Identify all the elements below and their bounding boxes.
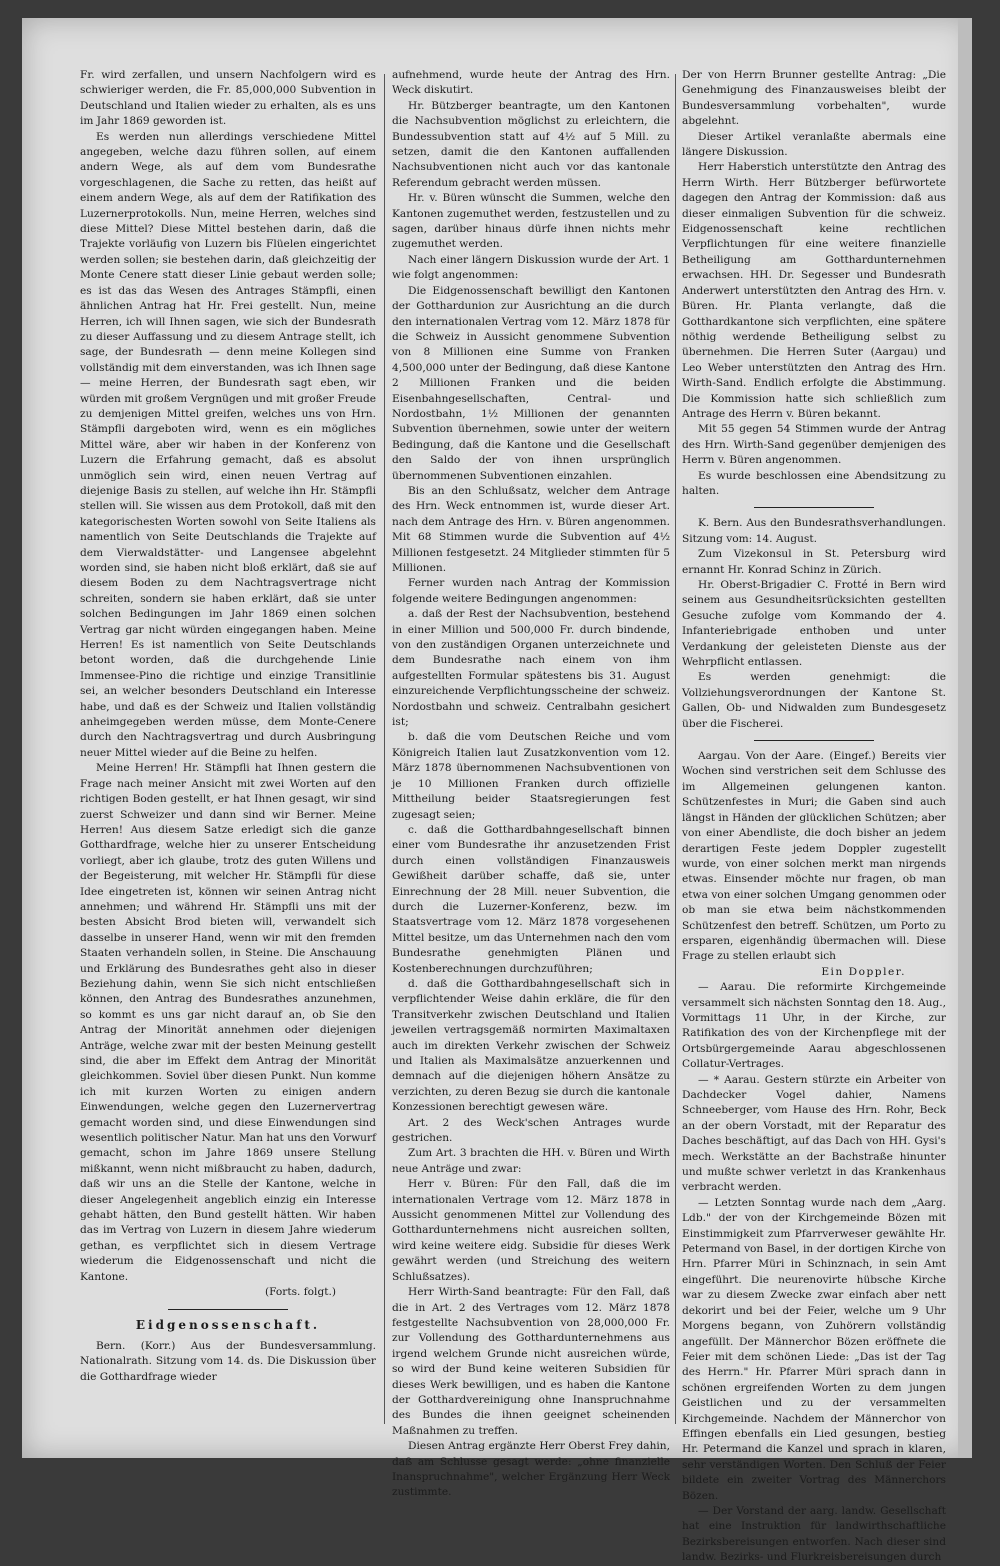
paragraph: Hr. Oberst-Brigadier C. Frotté in Bern wird seinem aus Gesundheitsrücksichten gestellten Gesuche zufolge vom Kommando der 4. Infanteriebrigade enthoben und unter Verdankung der geleisteten Dienste aus der Wehrpflicht entlassen. <box>682 579 946 669</box>
paragraph: Zum Art. 3 brachten die HH. v. Büren und Wirth neue Anträge und zwar: <box>392 1147 670 1175</box>
separator <box>754 507 874 508</box>
paragraph: Es werden genehmigt: die Vollziehungsverordnungen der Kantone St. Gallen, Ob- und Nidwalden zum Bundesgesetz über die Fischerei. <box>682 671 946 730</box>
paragraph: Dieser Artikel veranlaßte abermals eine längere Diskussion. <box>682 130 946 159</box>
signature: Ein Doppler. <box>821 965 906 978</box>
paragraph: — Der Vorstand der aarg. landw. Gesellschaft hat eine Instruktion für landwirthschaftliche Bezirksbereisungen entworfen. Nach dieser sind landw. Bezirks- und Flurkreisbereisungen durch <box>682 1504 946 1564</box>
column-rule-1 <box>384 74 385 1424</box>
paragraph: Hr. Bützberger beantragte, um den Kantonen die Nachsubvention möglichst zu erleichtern, die Bundessubvention statt auf 4½ auf 5 Mill. zu setzen, damit die den Kantonen auffallenden Nachsubventionen nicht auch vor das kantonale Referendum gebracht werden müssen. <box>392 99 670 189</box>
paragraph: Aargau. Von der Aare. (Eingef.) Bereits vier Wochen sind verstrichen seit dem Schlusse des im Allgemeinen gelungenen kanton. Schützenfestes in Muri; die Gaben sind auch längst in Händen der glücklichen Schützen; aber von einer Abendliste, die doch bisher an jedem derartigen Feste jedem Doppler zugestellt wurde, von einer solchen merkt man nirgends etwas. Einsender möchte nur fragen, ob man etwa von einer solchen Umgang genommen oder ob man sie etwa beim nächstkommenden Schützenfest den betreff. Schützen, um Porto zu ersparen, eigenhändig übermachen will. Diese Frage zu stellen erlaubt sich <box>682 750 946 963</box>
paragraph: Herr v. Büren: Für den Fall, daß die im internationalen Vertrage vom 12. März 1878 in Aussicht genommenen Mittel zur Vollendung des Gotthardunternehmens nicht ausreichen sollten, wird keine weitere eidg. Subsidie für dieses Werk gewährt werden (und Streichung des weitern Schlußsatzes). <box>392 1178 670 1283</box>
paragraph: Mit 55 gegen 54 Stimmen wurde der Antrag des Hrn. Wirth-Sand gegenüber demjenigen des Herrn v. Büren angenommen. <box>682 423 946 467</box>
separator <box>754 740 874 741</box>
paragraph: Ferner wurden nach Antrag der Kommission folgende weitere Bedingungen angenommen: <box>392 577 670 605</box>
paragraph: Herr Wirth-Sand beantragte: Für den Fall, daß die in Art. 2 des Vertrages vom 12. März 1878 festgestellte Nachsubvention von 28,000,000 Fr. zur Vollendung des Gotthardunternehmens aus irgend welchem Grunde nicht ausreichen würde, so wird der Bund keine weiteren Subsidien für dieses Werk bewilligen, und es haben die Kantone der Gotthardvereinigung ohne Inanspruchnahme des Bundes die ihnen geeignet scheinenden Maßnahmen zu treffen. <box>392 1286 670 1437</box>
separator <box>168 1309 288 1310</box>
paragraph: a. daß der Rest der Nachsubvention, bestehend in einer Million und 500,000 Fr. durch bindende, von den zuständigen Organen unterzeichnete und dem Bundesrathe nach einem von ihm aufgestellten Formular spätestens bis 31. August einzureichende Verpflichtungsscheine der schweiz. Nordostbahn und schweiz. Centralbahn gesichert ist; <box>392 608 670 729</box>
paragraph: Fr. wird zerfallen, und unsern Nachfolgern wird es schwieriger werden, die Fr. 85,000,000 Subvention in Deutschland und Italien wieder zu erhalten, als es uns im Jahr 1869 geworden ist. <box>80 69 376 128</box>
paragraph: Bis an den Schlußsatz, welcher dem Antrage des Hrn. Weck entnommen ist, wurde dieser Art. nach dem Antrage des Hrn. v. Büren angenommen. Mit 68 Stimmen wurde die Subvention auf 4½ Millionen festgesetzt. 24 Mitglieder stimmten für 5 Millionen. <box>392 484 670 574</box>
paragraph: Bern. (Korr.) Aus der Bundesversammlung. Nationalrath. Sitzung vom 14. ds. Die Diskussion über die Gotthardfrage wieder <box>80 1339 376 1383</box>
column-3 <box>682 68 946 1564</box>
page-edge <box>958 18 972 1458</box>
paragraph: — * Aarau. Gestern stürzte ein Arbeiter von Dachdecker Vogel dahier, Namens Schneeberger, vom Hause des Hrn. Rohr, Beck an der obern Vorstadt, mit der Reparatur des Daches beschäftigt, auf das Dach von HH. Gysi's mech. Werkstätte an der Bachstraße hinunter und mußte schwer verletzt in das Krankenhaus verbracht werden. <box>682 1073 946 1194</box>
section-title: Eidgenossenschaft. <box>135 1317 321 1332</box>
column-2 <box>392 68 670 1499</box>
paragraph: K. Bern. Aus den Bundesrathsverhandlungen. Sitzung vom: 14. August. <box>682 517 946 545</box>
continuation-note: (Forts. folgt.) <box>264 1286 336 1299</box>
paragraph: Es werden nun allerdings verschiedene Mittel angegeben, welche dazu führen sollen, auf einem andern Wege, als auf dem vom Bundesrathe vorgeschlagenen, die Sache zu retten, das heißt auf einem andern Wege, als auf dem der Ratifikation des Luzernerprotokolls. Nun, meine Herren, welches sind diese Mittel? Diese Mittel bestehen darin, daß die Trajekte vorläufig von Luzern bis Flüelen eingerichtet werden sollen; sie bestehen darin, daß gleichzeitig der Monte Cenere statt dieser Linie gebaut werden solle; es ist das das Wesen des Antrages Stämpfli, einen ähnlichen Antrag hat Hr. Frei gestellt. Nun, meine Herren, ich will Ihnen sagen, wie sich der Bundesrath zu dieser Auffassung und zu diesem Antrage stellt, ich sage, der Bundesrath — denn meine Kollegen sind vollständig mit dem einverstanden, was ich Ihnen sage — meine Herren, der Bundesrath sagt eben, wir würden mit großem Vergnügen und mit großer Freude zu demjenigen Mittel greifen, welches uns von Hrn. Stämpfli dargeboten wird, wenn es ein mögliches Mittel wäre, aber wir haben in der Konferenz von Luzern die Erfahrung gemacht, daß es absolut unmöglich sein wird, einen neuen Vertrag auf diejenige Basis zu stellen, auf welche ihn Hr. Stämpfli stellen will. Sie wissen aus dem Protokoll, daß mit den kategorischesten Worten sowohl von Seite Italiens als namentlich von Seite Deutschlands die Trajekte auf dem Vierwaldstätter- und Langensee abgelehnt worden sind, sie haben nicht bloß erklärt, daß sie auf diesem Boden zu dem Nachtragsvertrage nicht schreiten, sondern sie haben erklärt, daß sie unter solchen Bedingungen im Jahr 1869 einen solchen Vertrag gar nicht würden eingegangen haben. Meine Herren! Es ist namentlich von Seite Deutschlands betont worden, daß die durchgehende Linie Immensee-Pino die richtige und einzige Transitlinie sei, an welcher besonders Deutschland ein Interesse habe, und daß es der Schweiz und Italien vollständig anheimgegeben werden müsse, dem Monte-Cenere durch den Nachtragsvertrag und durch Ausbringung neuer Mittel wieder auf die Beine zu helfen. <box>80 130 376 759</box>
paragraph: b. daß die vom Deutschen Reiche und vom Königreich Italien laut Zusatzkonvention vom 12. März 1878 übernommenen Nachsubventionen von je 10 Millionen Franken durch offizielle Mittheilung beider Staatsregierungen fest zugesagt seien; <box>392 731 670 821</box>
paragraph: — Aarau. Die reformirte Kirchgemeinde versammelt sich nächsten Sonntag den 18. Aug., Vormittags 11 Uhr, in der Kirche, zur Ratifikation des von der Kirchenpflege mit der Ortsbürgergemeinde Aarau abgeschlossenen Collatur-Vertrages. <box>682 981 946 1071</box>
paragraph: — Letzten Sonntag wurde nach dem „Aarg. Ldb." der von der Kirchgemeinde Bözen mit Einstimmigkeit zum Pfarrverweser gewählte Hr. Petermand von Basel, in der dortigen Kirche von Hrn. Pfarrer Müri in Schinznach, in sein Amt eingeführt. Die neurenovirte hübsche Kirche war zu diesem Zwecke zwar einfach aber nett dekorirt und bei der Feier, welche um 9 Uhr Morgens begann, von Zuhörern vollständig angefüllt. Der Männerchor Bözen eröffnete die Feier mit dem schönen Liede: „Das ist der Tag des Herrn." Hr. Pfarrer Müri sprach dann in schönen ergreifenden Worten zu dem jungen Geistlichen und zu der versammelten Kirchgemeinde. Nachdem der Männerchor von Effingen ebenfalls ein Lied gesungen, bestieg Hr. Petermand die Kanzel und sprach in klaren, sehr verständigen Worten. Den Schluß der Feier bildete ein zweiter Vortrag des Männerchors Bözen. <box>682 1196 946 1502</box>
column-1 <box>80 68 376 1418</box>
paragraph: Art. 2 des Weck'schen Antrages wurde gestrichen. <box>392 1116 670 1145</box>
paragraph: Herr Haberstich unterstützte den Antrag des Herrn Wirth. Herr Bützberger befürwortete dagegen den Antrag der Kommission: daß aus dieser einmaligen Subvention für die schweiz. Eidgenossenschaft keine rechtlichen Verpflichtungen für eine weitere finanzielle Betheiligung am Gotthardunternehmen erwachsen. HH. Dr. Segesser und Bundesrath Anderwert unterstützten den Antrag des Hrn. v. Büren. Hr. Planta verlangte, daß die Gotthardkantone sich verpflichten, eine spätere nöthig werdende Betheiligung selbst zu übernehmen. Die Herren Suter (Aargau) und Leo Weber unterstützten den Antrag des Hrn. Wirth-Sand. Endlich erfolgte die Abstimmung. Die Kommission hatte sich schließlich zum Antrage des Herrn v. Büren bekannt. <box>682 161 946 420</box>
newspaper-page <box>22 18 972 1564</box>
paragraph: Der von Herrn Brunner gestellte Antrag: „Die Genehmigung des Finanzausweises bleibt der Bundesversammlung vorbehalten", wurde abgelehnt. <box>682 69 946 128</box>
paragraph: aufnehmend, wurde heute der Antrag des Hrn. Weck diskutirt. <box>392 69 670 97</box>
paragraph: Diesen Antrag ergänzte Herr Oberst Frey dahin, daß am Schlusse gesagt werde: „ohne finanzielle Inanspruchnahme", welcher Ergänzung Herr Weck zustimmte. <box>392 1440 670 1499</box>
paragraph: Hr. v. Büren wünscht die Summen, welche den Kantonen zugemuthet werden, festzustellen und zu sagen, darüber hinaus dürfe ihnen nichts mehr zugemuthet werden. <box>392 192 670 251</box>
paragraph: Zum Vizekonsul in St. Petersburg wird ernannt Hr. Konrad Schinz in Zürich. <box>682 548 946 576</box>
paragraph: Es wurde beschlossen eine Abendsitzung zu halten. <box>682 469 946 497</box>
paragraph: Die Eidgenossenschaft bewilligt den Kantonen der Gotthardunion zur Ausrichtung an die durch den internationalen Vertrag vom 12. März 1878 für die Schweiz in Aussicht genommene Subvention von 8 Millionen eine Summe von Franken 4,500,000 unter der Bedingung, daß diese Kantone 2 Millionen Franken und die beiden Eisenbahngesellschaften, Central- und Nordostbahn, 1½ Millionen der genannten Subvention übernehmen, sowie unter der weitern Bedingung, daß die Kantone und die Gesellschaft den Saldo der von ihnen ursprünglich übernommenen Subventionen einzahlen. <box>392 284 670 482</box>
paragraph: c. daß die Gotthardbahngesellschaft binnen einer vom Bundesrathe ihr anzusetzenden Frist durch einen vollständigen Finanzausweis Gewißheit darüber schaffe, daß sie, unter Einrechnung der 28 Mill. neuer Subvention, die durch die Luzerner-Konferenz, bezw. im Staatsvertrage vom 12. März 1878 vorgesehenen Mittel besitze, um das Unternehmen nach den vom Bundesrathe genehmigten Plänen und Kostenberechnungen durchzuführen; <box>392 823 670 975</box>
column-rule-2 <box>675 74 676 1424</box>
paragraph: d. daß die Gotthardbahngesellschaft sich in verpflichtender Weise dahin erkläre, die für den Transitverkehr zwischen Deutschland und Italien jeweilen vertragsgemäß normirten Maximaltaxen auch im direkten Verkehr zwischen der Schweiz und Italien als Maximalsätze anzuerkennen und demnach auf die diejenigen höhern Ansätze zu verzichten, zu deren Bezug sie durch die kantonale Konzessionen berechtigt gewesen wäre. <box>392 977 670 1114</box>
paragraph: Nach einer längern Diskussion wurde der Art. 1 wie folgt angenommen: <box>392 253 670 282</box>
paragraph: Meine Herren! Hr. Stämpfli hat Ihnen gestern die Frage nach meiner Ansicht mit zwei Worten auf den richtigen Boden gestellt, er hat Ihnen gesagt, wir sind zuerst Schweizer und dann sind wir Berner. Meine Herren! Aus diesem Satze erledigt sich die ganze Gotthardfrage, welche hier zu unserer Entscheidung vorliegt, aber ich glaube, trotz des guten Willens und der Begeisterung, mit welcher Hr. Stämpfli für diese Idee eingetreten ist, können wir seinen Antrag nicht annehmen; und während Hr. Stämpfli uns mit der besten Absicht Brod bieten will, verwandelt sich dasselbe in unserer Hand, wenn wir mit den fremden Staaten verhandeln sollen, in Steine. Die Anschauung und Erklärung des Bundesrathes geht also in dieser Beziehung dahin, wenn Sie sich nicht entschließen können, den Antrag des Bundesrathes anzunehmen, so kommt es uns gar nicht darauf an, ob Sie den Antrag der Minorität annehmen oder diejenigen Anträge, welche zwar mit der besten Meinung gestellt sind, die aber im Effekt dem Antrag der Minorität gleichkommen. Soviel über diesen Punkt. Nun komme ich mit kurzen Worten zu einigen andern Einwendungen, welche gegen den Luzernervertrag gemacht worden sind, und diese Einwendungen sind wesentlich politischer Natur. Man hat uns den Vorwurf gemacht, schon im Jahre 1869 unsere Stellung mißkannt, wenn nicht mißbraucht zu haben, dadurch, daß wir uns an die Stelle der Kantone, welche in dieser Angelegenheit angeblich einzig ein Interesse gehabt hätten, den Bund gestellt hätten. Wir haben das im Vertrag von Luzern in diesem Jahre wiederum gethan, es verpflichtet sich in diesem Vertrage wiederum die Eidgenossenschaft und nicht die Kantone. <box>80 762 376 1283</box>
